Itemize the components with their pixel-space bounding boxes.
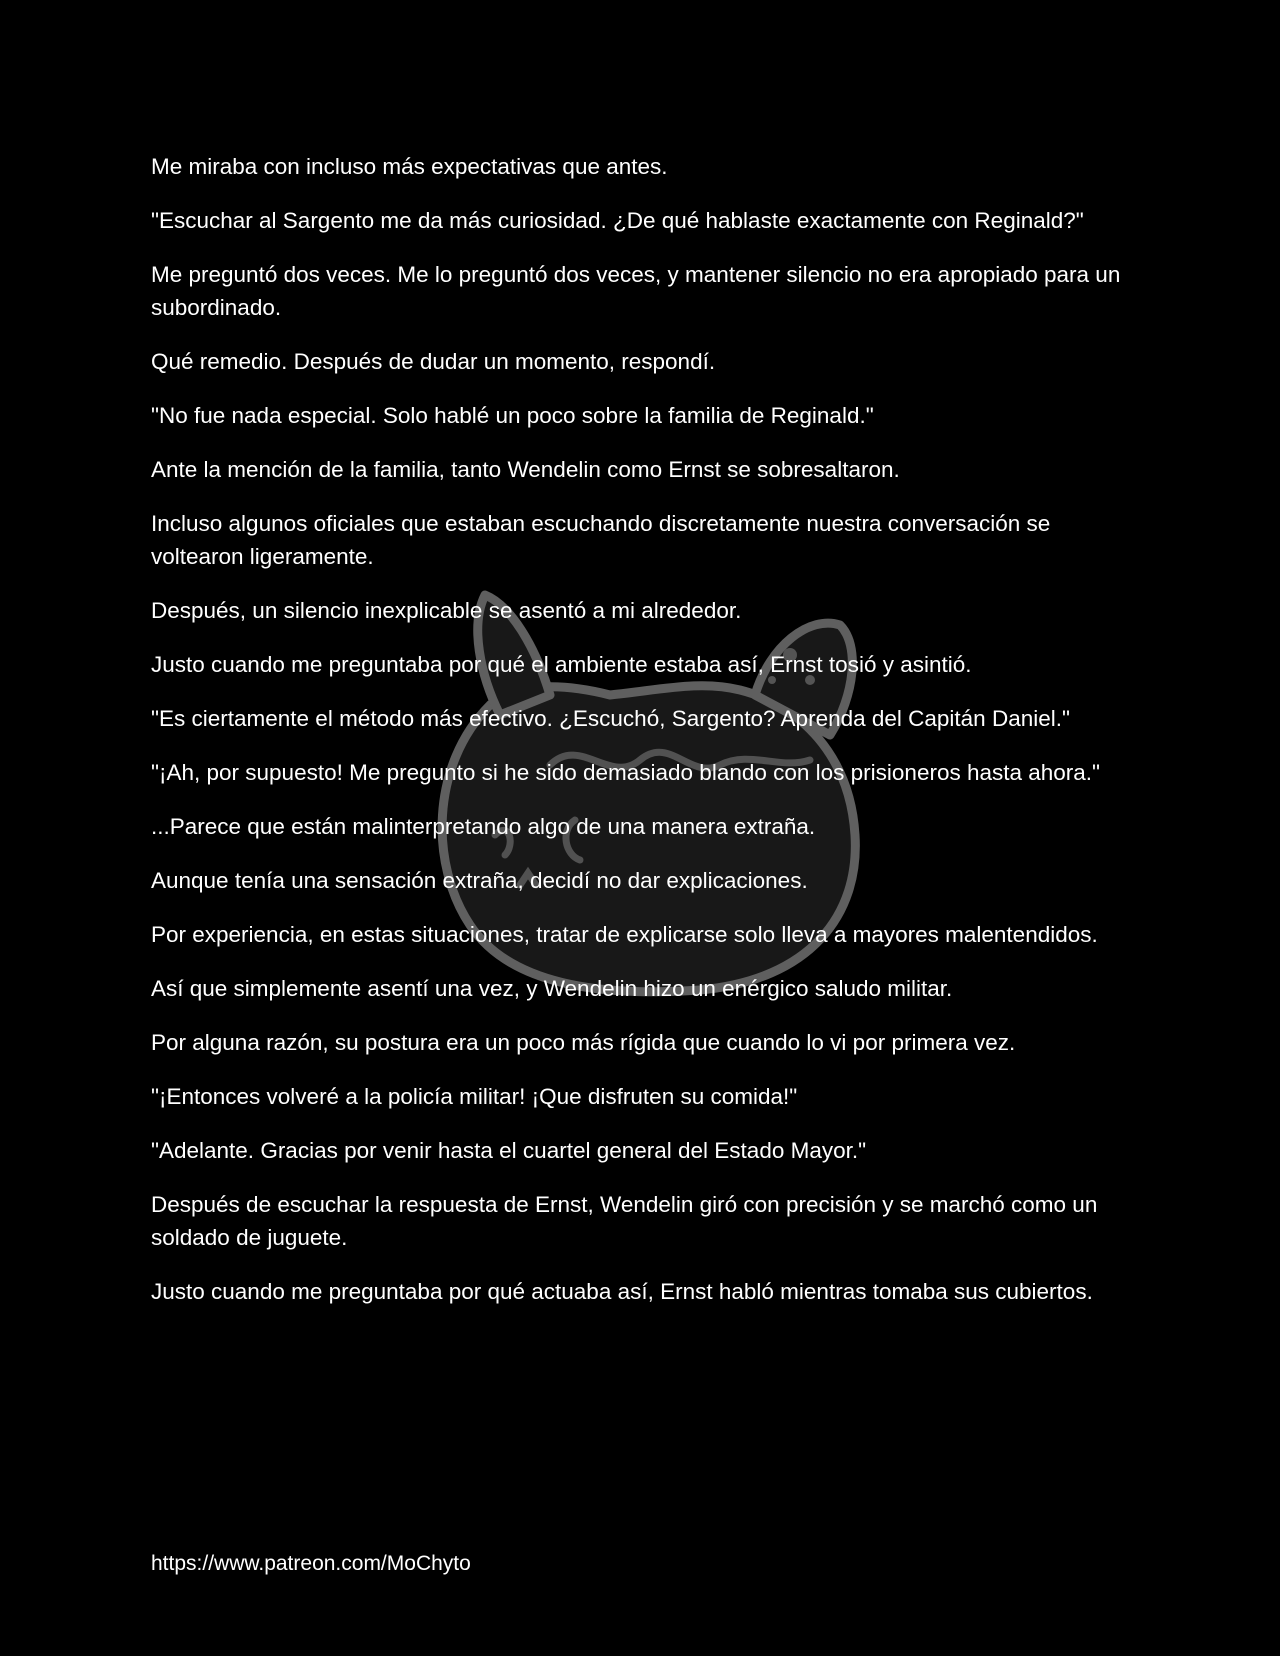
paragraph: Después, un silencio inexplicable se asentó a mi alrededor. [151, 598, 742, 623]
paragraph: Me miraba con incluso más expectativas que antes. [151, 154, 668, 179]
paragraph: "Adelante. Gracias por venir hasta el cuartel general del Estado Mayor." [151, 1138, 867, 1163]
paragraph: Justo cuando me preguntaba por qué el ambiente estaba así, Ernst tosió y asintió. [151, 652, 972, 677]
paragraph: "¡Ah, por supuesto! Me pregunto si he sido demasiado blando con los prisioneros hasta ahora." [151, 760, 1101, 785]
paragraph: Incluso algunos oficiales que estaban escuchando discretamente nuestra conversación se voltearon ligeramente. [151, 511, 1051, 569]
document-body [151, 150, 1131, 1329]
paragraph: Ante la mención de la familia, tanto Wendelin como Ernst se sobresaltaron. [151, 457, 900, 482]
patreon-link[interactable]: https://www.patreon.com/MoChyto [151, 1552, 471, 1575]
paragraph: Qué remedio. Después de dudar un momento, respondí. [151, 349, 716, 374]
paragraph: "No fue nada especial. Solo hablé un poco sobre la familia de Reginald." [151, 403, 874, 428]
paragraph: "Es ciertamente el método más efectivo. ¿Escuchó, Sargento? Aprenda del Capitán Daniel." [151, 706, 1070, 731]
paragraph: Por alguna razón, su postura era un poco más rígida que cuando lo vi por primera vez. [151, 1030, 1016, 1055]
paragraph: ...Parece que están malinterpretando algo de una manera extraña. [151, 814, 816, 839]
paragraph: Después de escuchar la respuesta de Ernst, Wendelin giró con precisión y se marchó como un soldado de juguete. [151, 1192, 1098, 1250]
paragraph: Me preguntó dos veces. Me lo preguntó dos veces, y mantener silencio no era apropiado para un subordinado. [151, 262, 1121, 320]
paragraph: Justo cuando me preguntaba por qué actuaba así, Ernst habló mientras tomaba sus cubiertos. [151, 1279, 1093, 1304]
paragraph: Así que simplemente asentí una vez, y Wendelin hizo un enérgico saludo militar. [151, 976, 953, 1001]
paragraph: Aunque tenía una sensación extraña, decidí no dar explicaciones. [151, 868, 808, 893]
paragraph: "¡Entonces volveré a la policía militar! ¡Que disfruten su comida!" [151, 1084, 798, 1109]
paragraph: Por experiencia, en estas situaciones, tratar de explicarse solo lleva a mayores malentendidos. [151, 922, 1098, 947]
paragraph: "Escuchar al Sargento me da más curiosidad. ¿De qué hablaste exactamente con Reginald?" [151, 208, 1084, 233]
